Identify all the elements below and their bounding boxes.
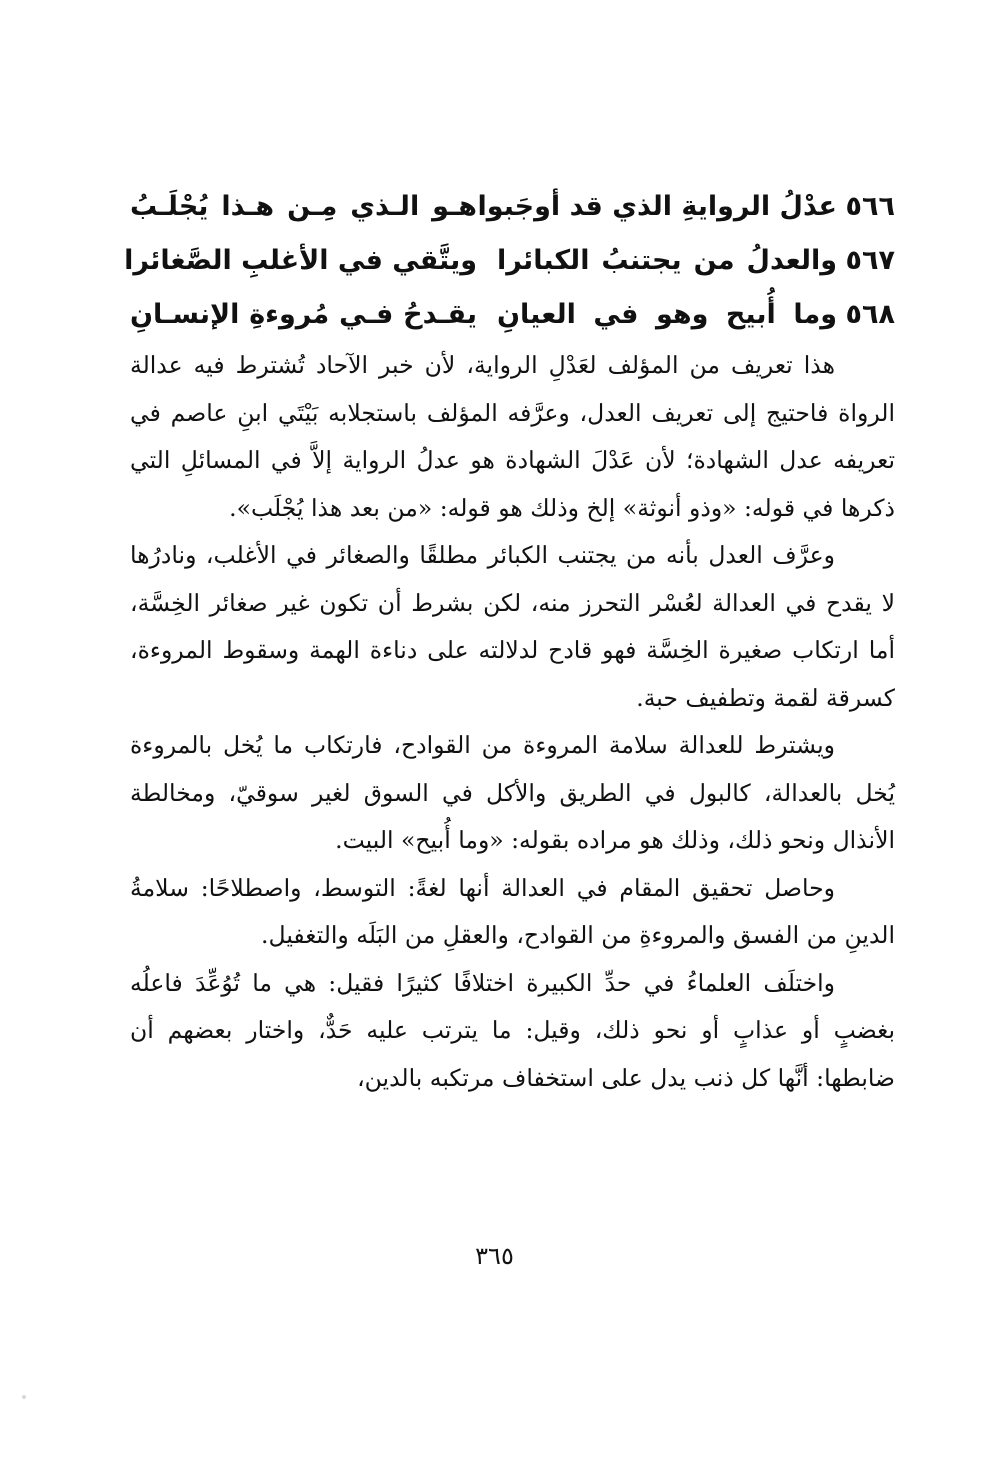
- verse-first-hemistich: وما أُبيح وهو في العيانِ: [497, 299, 837, 330]
- verse-number: ٥٦٨: [845, 299, 895, 330]
- commentary-paragraph: وحاصل تحقيق المقام في العدالة أنها لغةً: التوسط، واصطلاحًا: سلامةُ الدينِ من الفسق والمروءةِ من القوادح، والعقلِ من البَلَه والتغفيل.: [130, 873, 895, 949]
- verse-number: ٥٦٧: [845, 245, 895, 276]
- verse-line: [130, 180, 895, 234]
- verse-first-hemistich: عدْلُ الروايةِ الذي قد أوجَبوا: [477, 191, 837, 222]
- commentary-paragraph: واختلَف العلماءُ في حدِّ الكبيرة اختلافًا كثيرًا فقيل: هي ما تُوُعِّدَ فاعلُه بغضبٍ أو عذابٍ أو نحو ذلك، وقيل: ما يترتب عليه حَدٌّ، واختار بعضهم أن ضابطها: أنَّها كل ذنب يدل على استخفاف مرتكبه بالدين،: [130, 968, 895, 1092]
- verse-number: ٥٦٦: [845, 191, 895, 222]
- commentary-paragraph: هذا تعريف من المؤلف لعَدْلِ الرواية، لأن خبر الآحاد تُشترط فيه عدالة الرواة فاحتيج إلى تعريف العدل، وعرَّفه المؤلف باستجلابه بَيْتَي ابنِ عاصم في تعريفه عدل الشهادة؛ لأن عَدْلَ الشهادة هو عدلُ الرواية إلاَّ في المسائلِ التي ذكرها في قوله: «وذو أنوثة» إلخ وذلك هو قوله: «من بعد هذا يُجْلَب».: [130, 351, 895, 522]
- verse-second-hemistich: ويتَّقي في الأغلبِ الصَّغائرا: [124, 245, 477, 276]
- verse-line: [124, 234, 895, 288]
- verse-line: [130, 288, 895, 342]
- verse-first-hemistich: والعدلُ من يجتنبُ الكبائرا: [497, 245, 837, 276]
- commentary-paragraph: وعرَّف العدل بأنه من يجتنب الكبائر مطلقًا والصغائر في الأغلب، ونادرُها لا يقدح في العدالة لعُسْر التحرز منه، لكن بشرط أن تكون غير صغائر الخِسَّة، أما ارتكاب صغيرة الخِسَّة فهو قادح لدلالته على دناءة الهمة وسقوط المروءة، كسرقة لقمة وتطفيف حبة.: [130, 541, 895, 712]
- commentary: [130, 342, 895, 1102]
- commentary-paragraph: ويشترط للعدالة سلامة المروءة من القوادح، فارتكاب ما يُخل بالمروءة يُخل بالعدالة، كالبول في الطريق والأكل في السوق لغير سوقيّ، ومخالطة الأنذال ونحو ذلك، وذلك هو مراده بقوله: «وما أُبيح» البيت.: [130, 731, 895, 854]
- verse-second-hemistich: هـو الـذي مِـن هـذا يُجْلَـبُ: [130, 191, 477, 222]
- scan-speck: [22, 1395, 26, 1399]
- page-body: [124, 180, 895, 1102]
- page-number: ٣٦٥: [475, 1242, 514, 1270]
- verse-second-hemistich: يقـدحُ فـي مُروءةِ الإنسـانِ: [130, 299, 477, 330]
